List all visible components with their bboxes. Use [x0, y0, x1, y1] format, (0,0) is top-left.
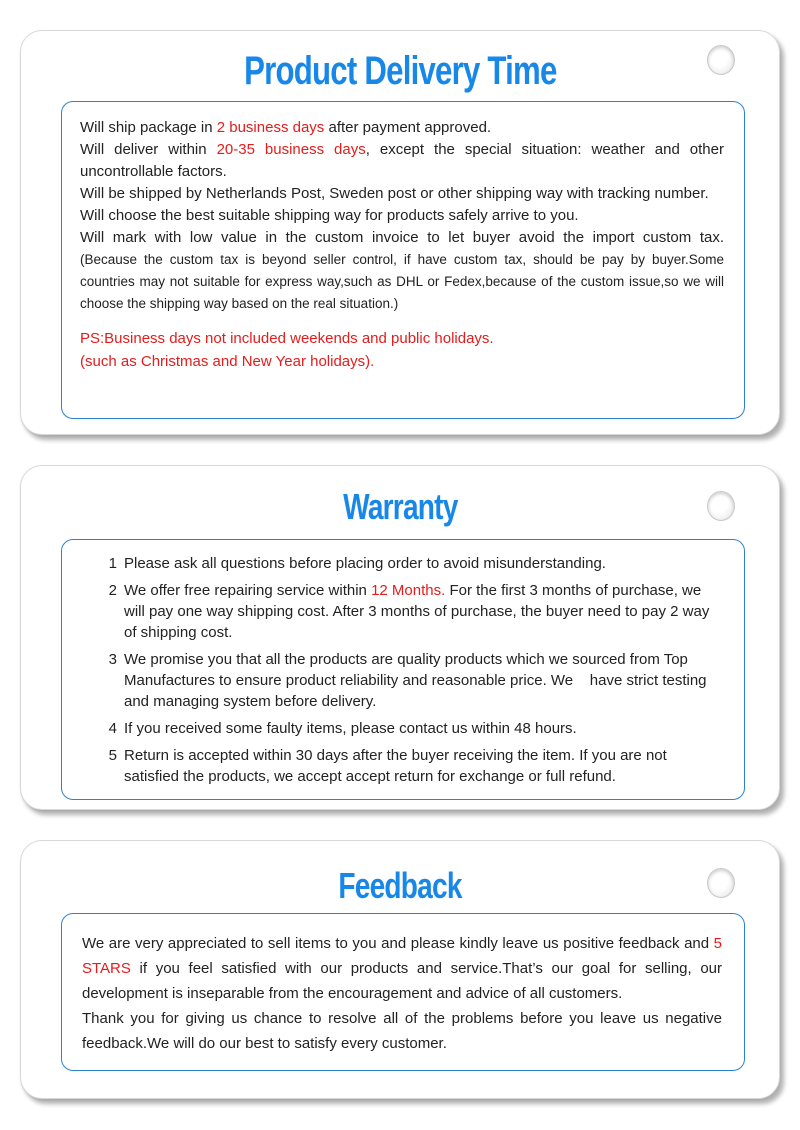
warranty-item-text: Please ask all questions before placing order to avoid misunderstanding.: [124, 555, 606, 572]
delivery-paragraph-custom-note: (Because the custom tax is beyond seller control, if have custom tax, should be pay by buyer.Some countries may not suitable for express way,such as DHL or Fedex,because of the custom issue,so we will choose the shipping way based on the real situation.): [80, 252, 724, 311]
delivery-paragraph-low-value: Will mark with low value in the custom invoice to let buyer avoid the import custom tax.: [80, 229, 724, 246]
warranty-item-text: Return is accepted within 30 days after the buyer receiving the item. If you are not satisfied the products, we accept accept return for exchange or full refund.: [124, 747, 667, 785]
feedback-title-text: Feedback: [338, 865, 462, 906]
delivery-time-title: [21, 31, 779, 101]
warranty-item-text: We promise you that all the products are quality products which we sourced from Top Manufactures to ensure product reliability and reasonable price. We have strict testing and managing system before delivery.: [124, 651, 707, 710]
warranty-item-number: 4: [108, 720, 117, 737]
delivery-ps-note: [80, 327, 724, 373]
warranty-item-number: 5: [108, 747, 117, 764]
delivery-ps-line-2: (such as Christmas and New Year holidays).: [80, 353, 375, 370]
warranty-panel: [61, 539, 745, 800]
hole-punch-icon: [707, 45, 735, 75]
warranty-card: [20, 465, 780, 810]
warranty-item-number: 2: [108, 582, 117, 599]
delivery-paragraph-carrier: Will be shipped by Netherlands Post, Sweden post or other shipping way with tracking number.: [80, 185, 709, 202]
delivery-paragraph-best-way: Will choose the best suitable shipping way for products safely arrive to you.: [80, 207, 579, 224]
warranty-item-5: [105, 745, 716, 787]
delivery-paragraph-ship: Will ship package in 2 business days after payment approved.: [80, 119, 492, 136]
warranty-item-number: 1: [108, 555, 117, 572]
warranty-item-text: We offer free repairing service within 12 Months. For the first 3 months of purchase, we will pay one way shipping cost. After 3 months of purchase, the buyer need to pay 2 way of shipping cost.: [124, 582, 710, 641]
feedback-card: [20, 840, 780, 1099]
warranty-item-4: [105, 718, 716, 739]
warranty-item-2: [105, 580, 716, 643]
hole-punch-icon: [707, 491, 735, 521]
delivery-time-title-text: Product Delivery Time: [243, 49, 557, 93]
delivery-time-card: [20, 30, 780, 435]
warranty-item-1: [105, 553, 716, 574]
delivery-ps-line-1: PS:Business days not included weekends and public holidays.: [80, 330, 494, 347]
warranty-title-text: Warranty: [342, 486, 458, 527]
delivery-time-panel: [61, 101, 745, 419]
hole-punch-icon: [707, 868, 735, 898]
feedback-paragraph-thanks: Thank you for giving us chance to resolve all of the problems before you leave us negative feedback.We will do our best to satisfy every customer.: [82, 1010, 722, 1052]
warranty-title: [21, 466, 779, 539]
warranty-item-number: 3: [108, 651, 117, 668]
feedback-title: [21, 841, 779, 913]
feedback-paragraph-appreciate: We are very appreciated to sell items to you and please kindly leave us positive feedback and 5 STARS if you feel satisfied with our products and service.That’s our goal for selling, our development is inseparable from the encouragement and advice of all customers.: [82, 935, 722, 1002]
warranty-item-text: If you received some faulty items, please contact us within 48 hours.: [124, 720, 577, 737]
warranty-item-3: [105, 649, 716, 712]
feedback-panel: [61, 913, 745, 1071]
delivery-paragraph-deliver: Will deliver within 20-35 business days, except the special situation: weather and other uncontrollable factors.: [80, 141, 724, 180]
